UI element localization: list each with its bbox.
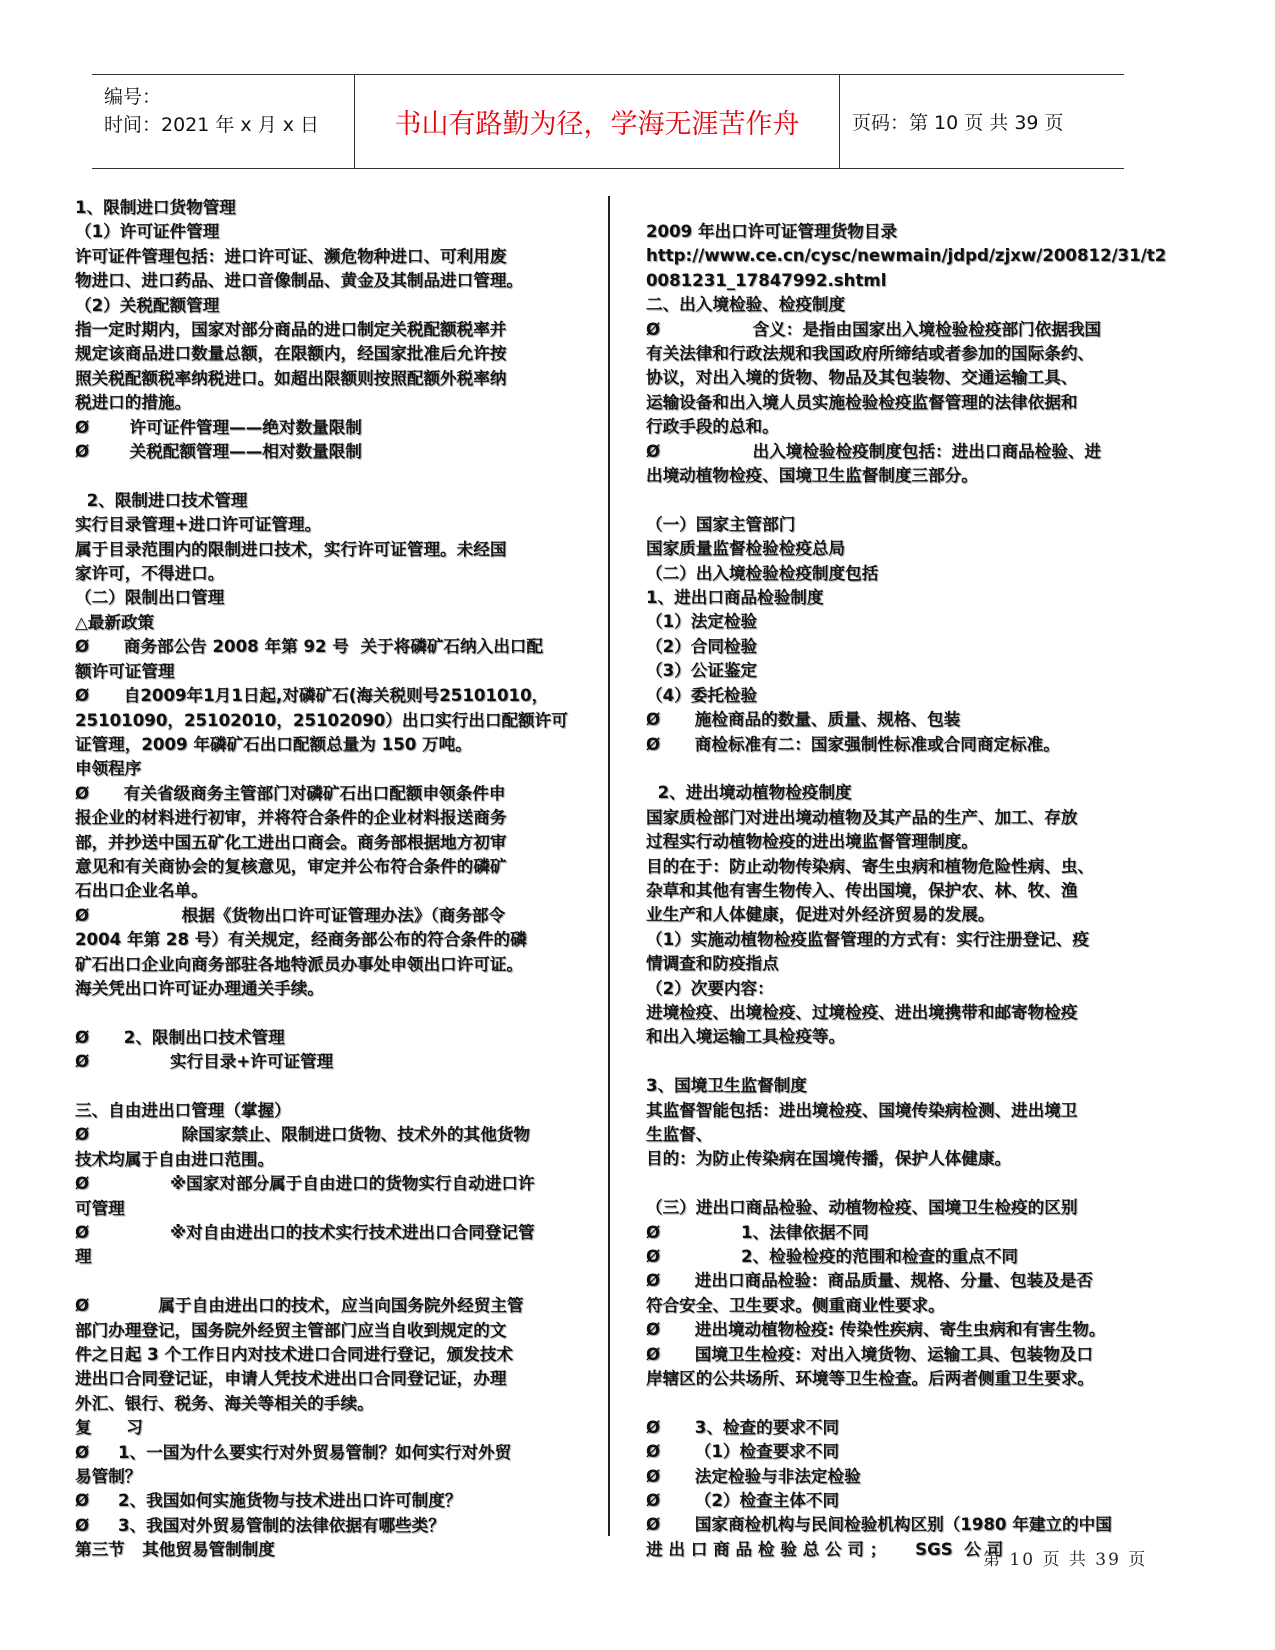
text-line: 情调查和防疫指点 [646, 954, 779, 974]
text-line: http://www.ce.cn/cysc/newmain/jdpd/zjxw/200812/31/t2 [646, 246, 1167, 266]
text-line: 可管理 [75, 1198, 125, 1218]
page-footer: 第 10 页 共 39 页 [983, 1550, 1148, 1570]
text-line: （3）公证鉴定 [646, 661, 758, 681]
right-column [646, 220, 1167, 1562]
text-line: Ø 1、一国为什么要实行对外贸易管制？如何实行对外贸 [75, 1442, 512, 1462]
page-label: 页码：第 10 页 共 39 页 [852, 112, 1064, 134]
text-line: 海关凭出口许可证办理通关手续。 [75, 978, 324, 998]
text-line: 2004 年第 28 号）有关规定，经商务部公布的符合条件的磷 [75, 930, 527, 950]
text-line: Ø 许可证件管理——绝对数量限制 [75, 417, 362, 437]
text-line: Ø 2、检验检疫的范围和检查的重点不同 [646, 1247, 1019, 1266]
text-line: 实行目录管理+进口许可证管理。 [75, 515, 322, 535]
text-line: （2）合同检验 [646, 636, 758, 656]
text-line: 证管理，2009 年磷矿石出口配额总量为 150 万吨。 [75, 734, 472, 754]
text-line: 二、出入境检验、检疫制度 [646, 295, 846, 315]
text-line: 件之日起 3 个工作日内对技术进口合同进行登记，颁发技术 [75, 1345, 513, 1365]
text-line: Ø 2、限制出口技术管理 [75, 1027, 285, 1047]
text-line: 业生产和人体健康，促进对外经济贸易的发展。 [646, 905, 995, 925]
text-line: （1）实施动植物检疫监督管理的方式有：实行注册登记、疫 [646, 929, 1089, 949]
text-line: （1）许可证件管理 [75, 222, 220, 242]
text-line: 2009 年出口许可证管理货物目录 [646, 222, 898, 241]
text-line: 进 出 口 商 品 检 验 总 公 司 ； SGS 公 司 [646, 1539, 1004, 1559]
text-line: 杂草和其他有害生物传入、传出国境，保护农、林、牧、渔 [646, 880, 1078, 900]
text-line: （2）次要内容： [646, 978, 774, 998]
column-divider [608, 196, 610, 1536]
text-line: 易管制？ [75, 1467, 142, 1487]
text-line: 1、限制进口货物管理 [75, 198, 236, 217]
text-line: 矿石出口企业向商务部驻各地特派员办事处申领出口许可证。 [75, 954, 524, 974]
text-line: 生监督、 [646, 1124, 713, 1144]
text-line: （2）关税配额管理 [75, 295, 220, 315]
text-line: （二）限制出口管理 [75, 588, 225, 608]
text-line: Ø 有关省级商务主管部门对磷矿石出口配额申领条件申 [75, 783, 506, 803]
text-line: Ø 进出口商品检验：商品质量、规格、分量、包装及是否 [646, 1271, 1094, 1291]
text-line: 岸辖区的公共场所、环境等卫生检查。后两者侧重卫生要求。 [646, 1369, 1095, 1389]
text-line: 许可证件管理包括：进口许可证、濒危物种进口、可利用废 [75, 246, 507, 266]
text-line: Ø 3、检查的要求不同 [646, 1417, 840, 1437]
text-line: 家许可，不得进口。 [75, 564, 225, 584]
text-line: Ø 进出境动植物检疫: 传染性疾病、寄生虫病和有害生物。 [646, 1320, 1106, 1340]
text-line [75, 1075, 575, 1099]
text-line: Ø ※国家对部分属于自由进口的货物实行自动进口许 [75, 1174, 535, 1194]
text-line: 申领程序 [75, 759, 142, 779]
text-line: 运输设备和出入境人员实施检验检疫监督管理的法律依据和 [646, 392, 1078, 412]
text-line: 25101090，25102010，25102090）出口实行出口配额许可 [75, 710, 568, 730]
text-line [75, 1270, 575, 1294]
text-line: Ø 自2009年1月1日起,对磷矿石(海关税则号25101010， [75, 686, 549, 706]
text-line: （4）委托检验 [646, 685, 758, 705]
text-line: Ø 实行目录+许可证管理 [75, 1052, 334, 1072]
text-line: 理 [75, 1247, 92, 1267]
text-line: 照关税配额税率纳税进口。如超出限额则按照配额外税率纳 [75, 368, 507, 388]
text-line: Ø 出入境检验检疫制度包括：进出口商品检验、进 [646, 441, 1102, 461]
text-line: 进出口合同登记证，申请人凭技术进出口合同登记证，办理 [75, 1369, 507, 1389]
text-line: （二）出入境检验检疫制度包括 [646, 563, 879, 583]
text-line: 部门办理登记，国务院外经贸主管部门应当自收到规定的文 [75, 1320, 507, 1340]
text-line [646, 1391, 1146, 1415]
text-line: 石出口企业名单。 [75, 881, 208, 901]
text-line: 符合安全、卫生要求。侧重商业性要求。 [646, 1295, 945, 1315]
text-line [646, 488, 1146, 512]
text-line: Ø 除国家禁止、限制进口货物、技术外的其他货物 [75, 1125, 531, 1145]
text-line: Ø 含义：是指由国家出入境检验检疫部门依据我国 [646, 319, 1102, 339]
text-line: Ø 商务部公告 2008 年第 92 号 关于将磷矿石纳入出口配 [75, 637, 543, 657]
text-line: 指一定时期内，国家对部分商品的进口制定关税配额税率并 [75, 320, 507, 340]
text-line: 复 习 [75, 1418, 143, 1438]
text-line: Ø 根据《货物出口许可证管理办法》（商务部令 [75, 905, 506, 925]
text-line: Ø 国境卫生检疫：对出入境货物、运输工具、包装物及口 [646, 1344, 1094, 1364]
text-line: 和出入境运输工具检疫等。 [646, 1027, 846, 1047]
text-line: 外汇、银行、税务、海关等相关的手续。 [75, 1393, 374, 1413]
text-line: 技术均属于自由进口范围。 [75, 1149, 275, 1169]
text-line: 目的在于：防止动物传染病、寄生虫病和植物危险性病、虫、 [646, 856, 1095, 876]
text-line: Ø 1、法律依据不同 [646, 1222, 869, 1242]
text-line: 有关法律和行政法规和我国政府所缔结或者参加的国际条约、 [646, 344, 1095, 364]
text-line [646, 757, 1146, 781]
text-line: 额许可证管理 [75, 661, 175, 681]
text-line: 0081231_17847992.shtml [646, 270, 887, 290]
header-meta [92, 75, 354, 168]
text-line: 1、进出口商品检验制度 [646, 588, 824, 608]
text-line: Ø 法定检验与非法定检验 [646, 1466, 861, 1486]
text-line: （1）法定检验 [646, 612, 758, 632]
text-line: Ø 商检标准有二：国家强制性标准或合同商定标准。 [646, 734, 1060, 754]
text-line: 报企业的材料进行初审，并将符合条件的企业材料报送商务 [75, 808, 507, 828]
text-line: 进境检疫、出境检疫、过境检疫、进出境携带和邮寄物检疫 [646, 1002, 1078, 1022]
text-line: 目的：为防止传染病在国境传播，保护人体健康。 [646, 1149, 1012, 1169]
text-line [646, 1050, 1146, 1074]
text-line: 2、进出境动植物检疫制度 [646, 783, 852, 803]
text-line [646, 1172, 1146, 1196]
text-line: 3、国境卫生监督制度 [646, 1076, 807, 1096]
text-line: 出境动植物检疫、国境卫生监督制度三部分。 [646, 466, 978, 486]
text-line: 协议，对出入境的货物、物品及其包装物、交通运输工具、 [646, 368, 1078, 388]
text-line: 意见和有关商协会的复核意见，审定并公布符合条件的磷矿 [75, 856, 507, 876]
text-line: Ø 属于自由进出口的技术，应当向国务院外经贸主管 [75, 1296, 524, 1316]
text-line: 国家质量监督检验检疫总局 [646, 539, 846, 559]
text-line: （一）国家主管部门 [646, 514, 796, 534]
page-header [92, 74, 1124, 169]
text-line: 第三节 其他贸易管制制度 [75, 1540, 275, 1560]
text-line: 物进口、进口药品、进口音像制品、黄金及其制品进口管理。 [75, 271, 524, 291]
text-line: Ø ※对自由进出口的技术实行技术进出口合同登记管 [75, 1223, 535, 1243]
text-line: 规定该商品进口数量总额，在限额内，经国家批准后允许按 [75, 344, 507, 364]
text-line [75, 1001, 575, 1025]
text-line: 过程实行动植物检疫的进出境监督管理制度。 [646, 832, 978, 852]
left-column [75, 196, 575, 1563]
text-line: Ø 施检商品的数量、质量、规格、包装 [646, 710, 961, 730]
text-line: Ø 3、我国对外贸易管制的法律依据有哪些类？ [75, 1515, 445, 1535]
text-line: △最新政策 [75, 612, 155, 632]
text-line: 三、自由进出口管理（掌握） [75, 1100, 291, 1120]
text-line: 部，并抄送中国五矿化工进出口商会。商务部根据地方初审 [75, 832, 507, 852]
time-label: 时间：2021 年 x 月 x 日 [104, 114, 320, 136]
text-line: （三）进出口商品检验、动植物检疫、国境卫生检疫的区别 [646, 1198, 1078, 1218]
number-label: 编号： [104, 86, 162, 108]
text-line: Ø （1）检查要求不同 [646, 1442, 840, 1462]
motto: 书山有路勤为径，学海无涯苦作舟 [354, 75, 840, 168]
text-line [75, 464, 575, 488]
text-line: Ø 2、我国如何实施货物与技术进出口许可制度？ [75, 1491, 462, 1511]
text-line: 税进口的措施。 [75, 393, 192, 413]
text-line: Ø 国家商检机构与民间检验机构区别（1980 年建立的中国 [646, 1515, 1112, 1535]
text-line: 2、限制进口技术管理 [75, 490, 248, 510]
text-line: 属于目录范围内的限制进口技术，实行许可证管理。未经国 [75, 539, 507, 559]
text-line: 行政手段的总和。 [646, 417, 779, 437]
text-line: Ø 关税配额管理——相对数量限制 [75, 442, 362, 462]
text-line: 国家质检部门对进出境动植物及其产品的生产、加工、存放 [646, 807, 1078, 827]
text-line: Ø （2）检查主体不同 [646, 1491, 840, 1511]
text-line: 其监督智能包括：进出境检疫、国境传染病检测、进出境卫 [646, 1100, 1078, 1120]
